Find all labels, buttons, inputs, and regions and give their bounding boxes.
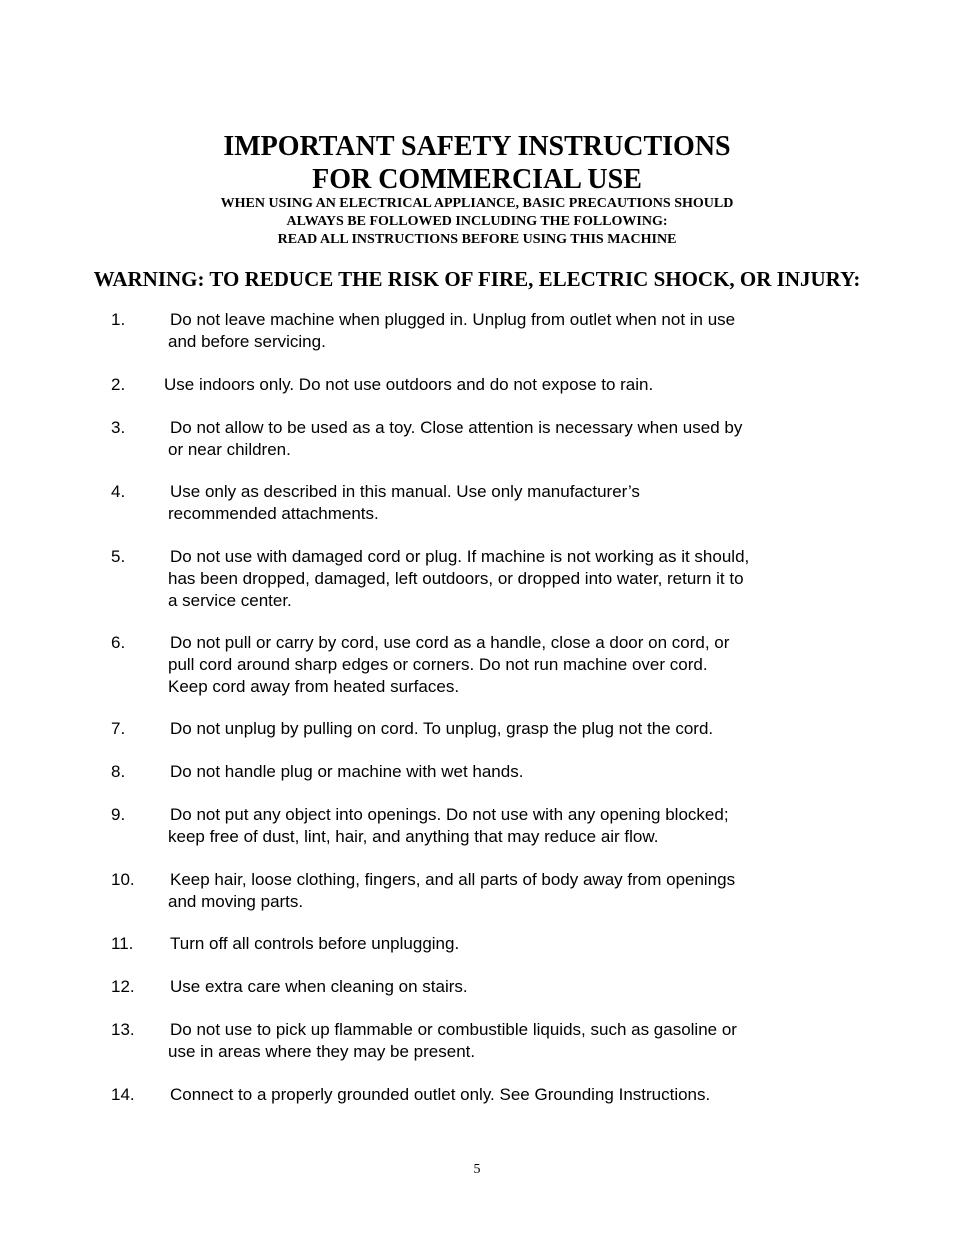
page-number: 5 <box>473 1162 481 1177</box>
item-text: Turn off all controls before unplugging. <box>170 934 460 953</box>
item-text: Do not use to pick up flammable or combustible liquids, such as gasoline or <box>170 1020 737 1039</box>
item-text: Do not leave machine when plugged in. Unplug from outlet when not in use <box>170 310 736 329</box>
precaution-line-2: ALWAYS BE FOLLOWED INCLUDING THE FOLLOWING: <box>286 214 668 229</box>
item-text: Use only as described in this manual. Use only manufacturer’s <box>170 482 640 501</box>
item-text: Do not handle plug or machine with wet hands. <box>170 762 524 781</box>
item-text: and before servicing. <box>168 332 326 351</box>
item-text: Do not use with damaged cord or plug. If machine is not working as it should, <box>170 547 750 566</box>
item-number: 10. <box>111 870 135 889</box>
item-number: 11. <box>111 934 134 953</box>
item-text: Use indoors only. Do not use outdoors and do not expose to rain. <box>164 375 654 394</box>
item-text: Do not unplug by pulling on cord. To unplug, grasp the plug not the cord. <box>170 719 714 738</box>
precaution-line-3: READ ALL INSTRUCTIONS BEFORE USING THIS MACHINE <box>277 232 677 247</box>
item-number: 12. <box>111 977 135 996</box>
item-text: Use extra care when cleaning on stairs. <box>170 977 468 996</box>
item-number: 8. <box>111 762 126 781</box>
item-text: pull cord around sharp edges or corners. Do not run machine over cord. <box>168 655 708 674</box>
item-number: 1. <box>111 310 126 329</box>
item-text: Keep cord away from heated surfaces. <box>168 677 460 696</box>
item-number: 3. <box>111 418 126 437</box>
item-text: Do not put any object into openings. Do not use with any opening blocked; <box>170 805 729 824</box>
item-text: Connect to a properly grounded outlet only. See Grounding Instructions. <box>170 1085 711 1104</box>
item-number: 14. <box>111 1085 135 1104</box>
page-title-line-2: FOR COMMERCIAL USE <box>312 164 642 195</box>
item-text: keep free of dust, lint, hair, and anything that may reduce air flow. <box>168 827 659 846</box>
item-text: recommended attachments. <box>168 504 379 523</box>
item-number: 9. <box>111 805 126 824</box>
item-number: 13. <box>111 1020 135 1039</box>
item-text: or near children. <box>168 440 291 459</box>
item-number: 5. <box>111 547 126 566</box>
item-text: and moving parts. <box>168 892 304 911</box>
page-title: IMPORTANT SAFETY INSTRUCTIONS <box>223 131 731 162</box>
item-text: Keep hair, loose clothing, fingers, and all parts of body away from openings <box>170 870 736 889</box>
warning-heading: WARNING: TO REDUCE THE RISK OF FIRE, ELECTRIC SHOCK, OR INJURY: <box>93 267 861 291</box>
item-text: Do not allow to be used as a toy. Close attention is necessary when used by <box>170 418 743 437</box>
item-number: 6. <box>111 633 126 652</box>
item-text: has been dropped, damaged, left outdoors, or dropped into water, return it to <box>168 569 744 588</box>
item-number: 2. <box>111 375 126 394</box>
precaution-line-1: WHEN USING AN ELECTRICAL APPLIANCE, BASIC PRECAUTIONS SHOULD <box>220 196 734 211</box>
item-number: 7. <box>111 719 126 738</box>
item-number: 4. <box>111 482 126 501</box>
item-text: use in areas where they may be present. <box>168 1042 476 1061</box>
item-text: Do not pull or carry by cord, use cord as a handle, close a door on cord, or <box>170 633 730 652</box>
item-text: a service center. <box>168 591 292 610</box>
